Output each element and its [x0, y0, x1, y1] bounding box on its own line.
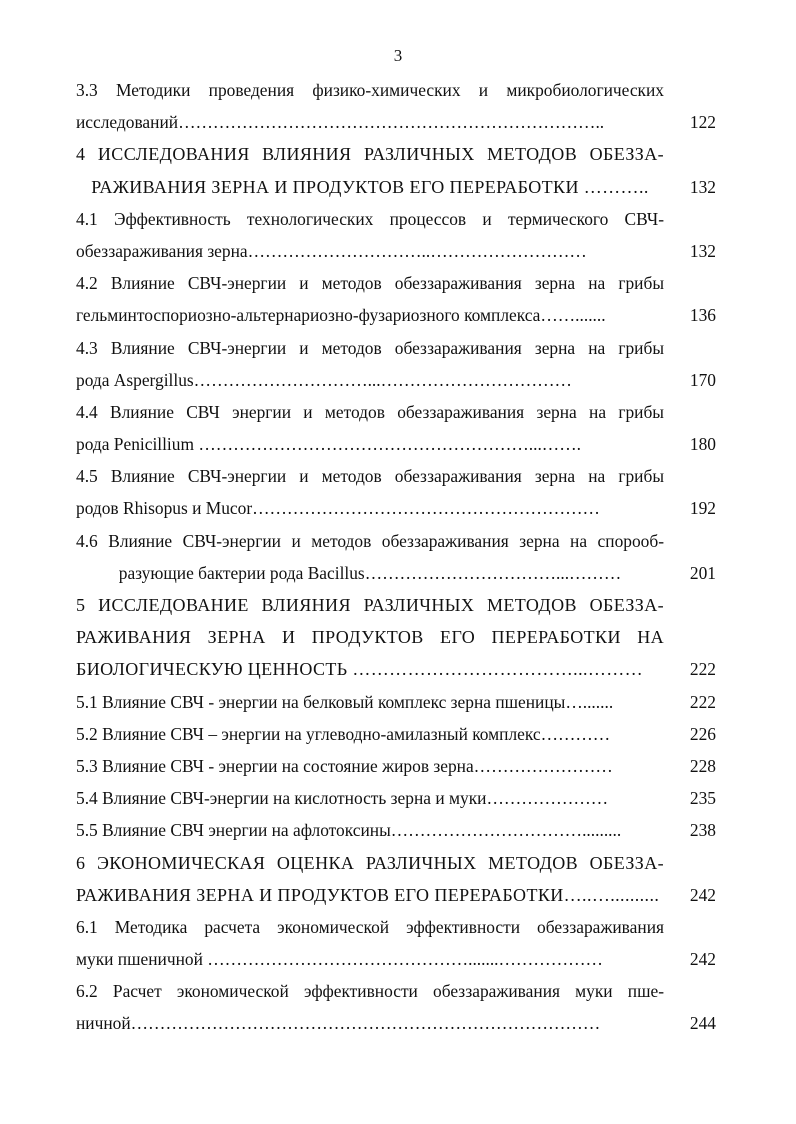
toc-line — [76, 814, 716, 846]
toc-entry-3-3 — [76, 74, 716, 138]
toc-entry-text: 4.4 Влияние СВЧ энергии и методов обеззараживания зерна на грибы — [76, 401, 664, 422]
page-number: 3 — [393, 46, 403, 65]
toc-entry-text: 4.5 Влияние СВЧ-энергии и методов обеззараживания зерна на грибы — [76, 466, 664, 487]
toc-entry-4-5 — [76, 460, 716, 524]
toc-entry-4-1 — [76, 203, 716, 267]
toc-line — [76, 235, 716, 267]
toc-line — [76, 267, 716, 299]
toc-chapter-5 — [76, 589, 716, 686]
toc-line — [76, 718, 716, 750]
toc-entry-text: 5.4 Влияние СВЧ-энергии на кислотность зерна и муки………………… — [76, 788, 609, 809]
toc-line — [76, 396, 716, 428]
toc-line — [76, 847, 716, 879]
toc-entry-text: 5.2 Влияние СВЧ – энергии на углеводно-амилазный комплекс………… — [76, 723, 611, 744]
toc-entry-text: 4.1 Эффективность технологических процессов и термического СВЧ- — [76, 208, 664, 229]
toc-entry-text: РАЖИВАНИЯ ЗЕРНА И ПРОДУКТОВ ЕГО ПЕРЕРАБОТКИ…..….......... — [76, 884, 660, 905]
toc-page-number: 170 — [689, 369, 716, 390]
toc-line — [76, 460, 716, 492]
toc-entry-text: 5 ИССЛЕДОВАНИЕ ВЛИЯНИЯ РАЗЛИЧНЫХ МЕТОДОВ ОБЕЗЗА- — [76, 595, 664, 615]
toc-entry-text: гельминтоспориозно-альтернариозно-фузариозного комплекса……....... — [76, 305, 606, 326]
toc-entry-text: муки пшеничной ……………………………………….......……………… — [76, 949, 603, 970]
toc-entry-text: 6 ЭКОНОМИЧЕСКАЯ ОЦЕНКА РАЗЛИЧНЫХ МЕТОДОВ ОБЕЗЗА- — [76, 852, 664, 873]
toc-entry-5-1 — [76, 686, 716, 718]
toc-page-number: 201 — [689, 562, 716, 583]
table-of-contents — [76, 74, 716, 1040]
toc-page-number: 235 — [689, 788, 716, 809]
toc-entry-4-2 — [76, 267, 716, 331]
toc-chapter-6 — [76, 847, 716, 911]
toc-entry-4-6 — [76, 525, 716, 589]
toc-entry-6-2 — [76, 975, 716, 1039]
toc-entry-text: обеззараживания зерна…………………………..……………………… — [76, 240, 587, 261]
toc-line — [76, 171, 716, 203]
toc-page-number: 242 — [689, 884, 716, 905]
toc-line — [76, 782, 716, 814]
toc-line — [76, 653, 716, 685]
toc-line — [76, 74, 716, 106]
toc-entry-text: 4.2 Влияние СВЧ-энергии и методов обеззараживания зерна на грибы — [76, 273, 664, 294]
toc-entry-text: РАЖИВАНИЯ ЗЕРНА И ПРОДУКТОВ ЕГО ПЕРЕРАБОТКИ ……….. — [91, 176, 649, 197]
toc-entry-text: разующие бактерии рода Bacillus……………………………...……… — [118, 562, 622, 583]
toc-entry-4-4 — [76, 396, 716, 460]
toc-line — [76, 589, 716, 621]
toc-entry-text: рода Penicillium …………………………………………………...……. — [76, 434, 581, 455]
toc-line — [76, 138, 716, 170]
toc-page-number: 192 — [689, 498, 716, 519]
toc-page-number: 242 — [689, 949, 716, 970]
toc-line — [76, 106, 716, 138]
toc-entry-text: исследований……………………………………………………………….. — [76, 112, 605, 133]
toc-entry-text: 5.1 Влияние СВЧ - энергии на белковый комплекс зерна пшеницы…....... — [76, 691, 614, 712]
toc-entry-text: ничной……………………………………………………………………… — [76, 1013, 601, 1034]
toc-line — [76, 557, 716, 589]
toc-line — [76, 911, 716, 943]
toc-page-number: 132 — [689, 176, 716, 197]
toc-entry-text: 4 ИССЛЕДОВАНИЯ ВЛИЯНИЯ РАЗЛИЧНЫХ МЕТОДОВ ОБЕЗЗА- — [76, 144, 664, 165]
toc-line — [76, 686, 716, 718]
toc-entry-5-3 — [76, 750, 716, 782]
toc-line — [76, 879, 716, 911]
toc-page-number: 222 — [689, 659, 716, 680]
toc-entry-5-2 — [76, 718, 716, 750]
toc-page-number: 226 — [689, 723, 716, 744]
toc-page-number: 238 — [689, 820, 716, 841]
toc-entry-text: родов Rhisopus и Mucor…………………………………………………… — [76, 498, 600, 519]
toc-page-number: 132 — [689, 240, 716, 261]
toc-entry-5-5 — [76, 814, 716, 846]
toc-page-number: 180 — [689, 434, 716, 455]
toc-line — [76, 975, 716, 1007]
toc-line — [76, 203, 716, 235]
toc-line — [76, 525, 716, 557]
toc-line — [76, 364, 716, 396]
toc-entry-6-1 — [76, 911, 716, 975]
toc-line — [76, 943, 716, 975]
toc-line — [76, 299, 716, 331]
toc-entry-text: 5.3 Влияние СВЧ - энергии на состояние жиров зерна…………………… — [76, 755, 613, 776]
toc-page-number: 222 — [689, 691, 716, 712]
toc-entry-5-4 — [76, 782, 716, 814]
toc-page-number: 122 — [689, 112, 716, 133]
toc-line — [76, 621, 716, 653]
toc-line — [76, 1007, 716, 1039]
toc-chapter-4 — [76, 138, 716, 202]
toc-line — [76, 332, 716, 364]
toc-entry-text: 6.1 Методика расчета экономической эффективности обеззараживания — [76, 916, 664, 937]
toc-entry-text: рода Aspergillus…………………………...…………………………… — [76, 369, 572, 390]
toc-entry-text: 6.2 Расчет экономической эффективности обеззараживания муки пше- — [76, 981, 664, 1002]
toc-entry-text: 3.3 Методики проведения физико-химических и микробиологических — [76, 80, 664, 100]
toc-page-number: 228 — [689, 755, 716, 776]
toc-entry-text: 4.3 Влияние СВЧ-энергии и методов обеззараживания зерна на грибы — [76, 337, 664, 358]
toc-entry-text: 4.6 Влияние СВЧ-энергии и методов обеззараживания зерна на спорооб- — [76, 530, 664, 551]
toc-entry-text: БИОЛОГИЧЕСКУЮ ЦЕННОСТЬ ………………………………...……… — [76, 659, 644, 680]
toc-line — [76, 750, 716, 782]
toc-entry-text: 5.5 Влияние СВЧ энергии на афлотоксины……………………………......... — [76, 820, 622, 841]
toc-line — [76, 428, 716, 460]
toc-entry-text: РАЖИВАНИЯ ЗЕРНА И ПРОДУКТОВ ЕГО ПЕРЕРАБОТКИ НА — [76, 627, 664, 648]
toc-entry-4-3 — [76, 332, 716, 396]
toc-line — [76, 492, 716, 524]
toc-page-number: 244 — [689, 1013, 716, 1034]
toc-page-number: 136 — [689, 305, 716, 326]
